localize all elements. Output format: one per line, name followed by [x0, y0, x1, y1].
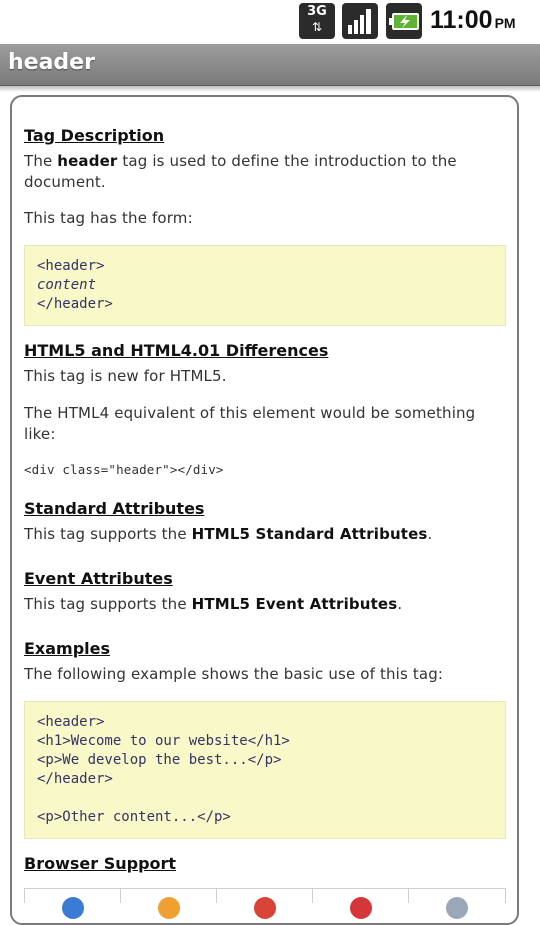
title-bar-shadow [0, 86, 540, 92]
example-code: <header> <h1>Wecome to our website</h1> <p>We develop the best...</p> </header> <p>Other content...</p> [24, 701, 506, 839]
heading-standard-attributes: Standard Attributes [24, 499, 205, 518]
browser-cell [312, 889, 408, 903]
standard-attributes-link[interactable]: HTML5 Standard Attributes [191, 525, 428, 543]
browser-cell [120, 889, 216, 903]
heading-differences: HTML5 and HTML4.01 Differences [24, 341, 329, 360]
status-bar [0, 0, 540, 44]
content-body[interactable] [24, 124, 506, 876]
title-bar [0, 44, 540, 86]
heading-tag-description: Tag Description [24, 126, 165, 145]
inline-code: <div class="header"></div> [24, 462, 224, 477]
network-type-label: 3G [307, 4, 327, 19]
tag-form-code [24, 245, 506, 326]
text-fragment: tag is used to define the introduction to the document. [24, 152, 457, 191]
event-attributes-text [24, 594, 506, 615]
browser-cell [216, 889, 312, 903]
text-fragment: This tag supports the [24, 525, 192, 543]
tag-form-text: This tag has the form: [24, 209, 193, 227]
browser-logo-2-icon [158, 897, 180, 919]
code-line: content [37, 277, 97, 293]
browser-logo-4-icon [350, 897, 372, 919]
clock-time: 11:00 [430, 6, 493, 34]
text-fragment: The [24, 152, 58, 170]
tag-description-text [24, 151, 506, 193]
tag-name-bold: header [57, 152, 118, 170]
3g-icon [299, 3, 335, 39]
battery-charging-icon [386, 3, 422, 39]
browser-cell [408, 889, 506, 903]
code-line: </header> [37, 296, 113, 312]
browser-logo-1-icon [62, 897, 84, 919]
signal-icon [342, 3, 378, 39]
clock-ampm: PM [494, 15, 516, 31]
browser-cell [24, 889, 120, 903]
browser-logo-5-icon [446, 897, 468, 919]
browser-logo-3-icon [254, 897, 276, 919]
heading-event-attributes: Event Attributes [24, 569, 173, 588]
text-fragment: . [397, 595, 403, 613]
differences-equivalent-text: The HTML4 equivalent of this element would be something like: [24, 404, 476, 443]
event-attributes-link[interactable]: HTML5 Event Attributes [191, 595, 398, 613]
heading-browser-support: Browser Support [24, 854, 177, 873]
examples-text: The following example shows the basic use of this tag: [24, 665, 444, 683]
differences-equivalent-code [24, 459, 506, 480]
standard-attributes-text [24, 524, 506, 545]
heading-examples: Examples [24, 639, 111, 658]
clock [430, 6, 516, 35]
text-fragment: . [427, 525, 433, 543]
differences-new-text: This tag is new for HTML5. [24, 367, 227, 385]
code-line: <header> [37, 258, 105, 274]
data-arrows-icon: ⇅ [311, 20, 323, 34]
text-fragment: This tag supports the [24, 595, 192, 613]
page-title: header [8, 50, 95, 75]
